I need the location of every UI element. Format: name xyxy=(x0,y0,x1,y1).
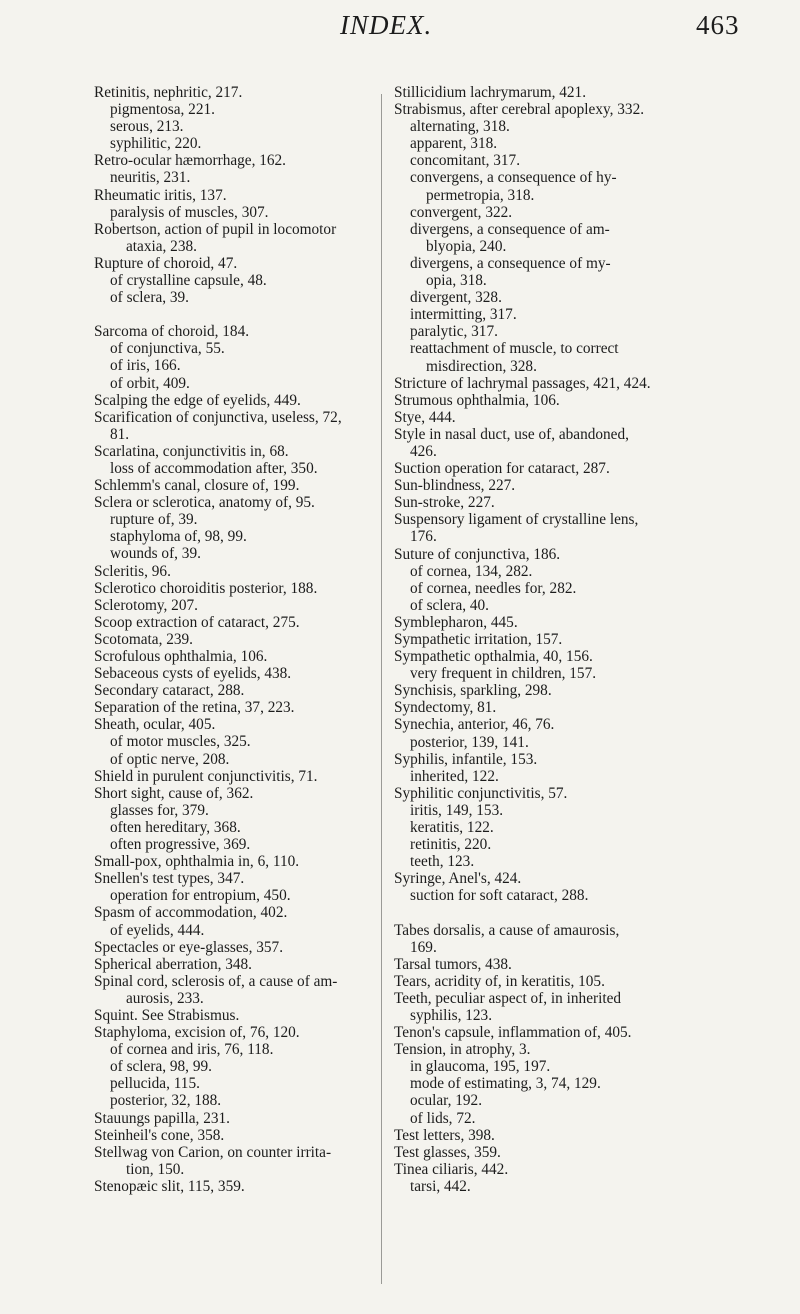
index-subentry: teeth, 123. xyxy=(410,853,475,871)
index-entry: Suture of conjunctiva, 186. xyxy=(394,545,561,563)
index-subentry: of cornea, 134, 282. xyxy=(410,562,533,580)
index-subentry: neuritis, 231. xyxy=(110,169,191,187)
index-entry: Synchisis, sparkling, 298. xyxy=(394,682,552,700)
index-entry: Sarcoma of choroid, 184. xyxy=(94,323,250,341)
index-subentry: opia, 318. xyxy=(426,272,487,290)
index-subentry: tarsi, 442. xyxy=(410,1177,471,1195)
index-subentry: misdirection, 328. xyxy=(426,357,537,375)
index-entry: Syphilitic conjunctivitis, 57. xyxy=(394,784,568,802)
index-entry: Scotomata, 239. xyxy=(94,630,193,648)
section-gap xyxy=(394,905,700,922)
index-subentry: of cornea, needles for, 282. xyxy=(410,579,577,597)
index-entry: Stricture of lachrymal passages, 421, 424. xyxy=(394,374,651,392)
index-subentry: posterior, 32, 188. xyxy=(110,1092,222,1110)
index-subentry: blyopia, 240. xyxy=(426,237,507,255)
index-subentry: retinitis, 220. xyxy=(410,836,492,854)
index-entry: Scalping the edge of eyelids, 449. xyxy=(94,391,301,409)
index-subentry: wounds of, 39. xyxy=(110,545,201,563)
index-subentry: ataxia, 238. xyxy=(126,237,197,255)
index-entry: Scrofulous ophthalmia, 106. xyxy=(94,648,268,665)
index-subentry: syphilis, 123. xyxy=(410,1006,493,1024)
index-subentry: mode of estimating, 3, 74, 129. xyxy=(410,1075,601,1093)
index-entry: Secondary cataract, 288. xyxy=(94,682,245,700)
index-subentry: 81. xyxy=(110,425,130,443)
index-entry: Retinitis, nephritic, 217. xyxy=(94,84,243,101)
index-subentry: often hereditary, 368. xyxy=(110,818,241,836)
index-subentry: paralysis of muscles, 307. xyxy=(110,203,269,221)
index-entry: Stenopæic slit, 115, 359. xyxy=(94,1177,245,1195)
index-entry: Schlemm's canal, closure of, 199. xyxy=(94,477,300,495)
index-entry: Teeth, peculiar aspect of, in inherited xyxy=(394,989,622,1007)
index-subentry: of iris, 166. xyxy=(110,357,181,375)
index-entry: Sun-blindness, 227. xyxy=(394,477,516,495)
index-subentry: often progressive, 369. xyxy=(110,836,251,854)
index-entry: Spasm of accommodation, 402. xyxy=(94,904,288,922)
index-entry: Separation of the retina, 37, 223. xyxy=(94,699,295,717)
index-subentry: 426. xyxy=(410,442,437,460)
index-entry: Sheath, ocular, 405. xyxy=(94,716,216,734)
index-subentry: pellucida, 115. xyxy=(110,1075,200,1093)
index-subentry: tion, 150. xyxy=(126,1160,185,1178)
section-gap xyxy=(94,306,394,323)
index-subentry: keratitis, 122. xyxy=(410,819,494,837)
index-subentry: of conjunctiva, 55. xyxy=(110,340,225,358)
index-entry: Staphyloma, excision of, 76, 120. xyxy=(94,1024,300,1042)
index-subentry: intermitting, 317. xyxy=(410,306,517,324)
index-subentry: reattachment of muscle, to correct xyxy=(410,340,619,358)
index-entry: Squint. See Strabismus. xyxy=(94,1006,240,1024)
index-subentry: posterior, 139, 141. xyxy=(410,733,529,751)
index-subentry: pigmentosa, 221. xyxy=(110,101,215,119)
index-subentry: convergens, a consequence of hy- xyxy=(410,169,617,187)
index-subentry: 176. xyxy=(410,528,437,546)
index-entry: Scarlatina, conjunctivitis in, 68. xyxy=(94,442,289,460)
index-subentry: of optic nerve, 208. xyxy=(110,750,230,768)
index-entry: Suspensory ligament of crystalline lens, xyxy=(394,511,639,529)
index-entry: Steinheil's cone, 358. xyxy=(94,1126,225,1144)
index-entry: Sclera or sclerotica, anatomy of, 95. xyxy=(94,494,315,512)
index-entry: Rupture of choroid, 47. xyxy=(94,254,238,272)
index-subentry: of sclera, 39. xyxy=(110,289,190,307)
index-subentry: syphilitic, 220. xyxy=(110,135,202,153)
index-entry: Stellwag von Carion, on counter irrita- xyxy=(94,1143,332,1161)
index-subentry: aurosis, 233. xyxy=(126,989,204,1007)
index-subentry: inherited, 122. xyxy=(410,767,499,785)
index-subentry: iritis, 149, 153. xyxy=(410,801,504,819)
index-entry: Syphilis, infantile, 153. xyxy=(394,750,538,768)
index-subentry: in glaucoma, 195, 197. xyxy=(410,1058,551,1076)
index-entry: Sympathetic irritation, 157. xyxy=(394,631,563,648)
index-entry: Tension, in atrophy, 3. xyxy=(394,1041,531,1059)
index-entry: Suction operation for cataract, 287. xyxy=(394,460,610,478)
index-entry: Spinal cord, sclerosis of, a cause of am- xyxy=(94,972,338,990)
index-subentry: 169. xyxy=(410,938,437,956)
index-entry: Sun-stroke, 227. xyxy=(394,494,495,512)
index-entry: Tabes dorsalis, a cause of amaurosis, xyxy=(394,921,620,939)
index-entry: Stauungs papilla, 231. xyxy=(94,1109,230,1127)
index-entry: Tarsal tumors, 438. xyxy=(394,955,512,973)
index-entry: Strabismus, after cerebral apoplexy, 332. xyxy=(394,101,645,119)
index-column-right xyxy=(394,84,700,1195)
index-subentry: loss of accommodation after, 350. xyxy=(110,459,318,477)
index-entry: Tinea ciliaris, 442. xyxy=(394,1160,509,1178)
page-header xyxy=(0,10,800,60)
index-subentry: alternating, 318. xyxy=(410,118,510,136)
index-entry: Tears, acridity of, in keratitis, 105. xyxy=(394,972,605,990)
index-entry: Short sight, cause of, 362. xyxy=(94,784,254,802)
index-subentry: glasses for, 379. xyxy=(110,801,209,819)
index-subentry: serous, 213. xyxy=(110,118,184,136)
index-entry: Test letters, 398. xyxy=(394,1126,495,1144)
index-entry: Stye, 444. xyxy=(394,408,456,426)
index-subentry: staphyloma of, 98, 99. xyxy=(110,528,247,546)
index-subentry: apparent, 318. xyxy=(410,135,498,153)
index-entry: Spherical aberration, 348. xyxy=(94,955,253,973)
index-subentry: permetropia, 318. xyxy=(426,186,535,204)
index-entry: Spectacles or eye-glasses, 357. xyxy=(94,938,284,956)
index-subentry: of sclera, 98, 99. xyxy=(110,1058,212,1076)
index-subentry: of orbit, 409. xyxy=(110,374,190,392)
index-subentry: of eyelids, 444. xyxy=(110,921,205,939)
index-subentry: operation for entropium, 450. xyxy=(110,887,291,905)
index-entry: Small-pox, ophthalmia in, 6, 110. xyxy=(94,853,300,871)
index-subentry: of cornea and iris, 76, 118. xyxy=(110,1041,274,1059)
index-entry: Rheumatic iritis, 137. xyxy=(94,186,227,204)
index-subentry: divergent, 328. xyxy=(410,289,502,307)
index-subentry: rupture of, 39. xyxy=(110,511,198,529)
index-entry: Syringe, Anel's, 424. xyxy=(394,870,522,888)
index-entry: Strumous ophthalmia, 106. xyxy=(394,391,560,409)
index-entry: Syndectomy, 81. xyxy=(394,699,497,717)
index-entry: Retro-ocular hæmorrhage, 162. xyxy=(94,152,287,170)
index-subentry: divergens, a consequence of am- xyxy=(410,220,610,238)
index-subentry: of crystalline capsule, 48. xyxy=(110,272,267,290)
index-subentry: ocular, 192. xyxy=(410,1092,483,1110)
index-subentry: divergens, a consequence of my- xyxy=(410,254,611,272)
index-column-left xyxy=(94,84,394,1195)
index-subentry: of lids, 72. xyxy=(410,1109,476,1127)
index-subentry: suction for soft cataract, 288. xyxy=(410,887,589,905)
index-entry: Sympathetic opthalmia, 40, 156. xyxy=(394,648,593,666)
index-entry: Scleritis, 96. xyxy=(94,562,171,580)
index-entry: Sclerotico choroiditis posterior, 188. xyxy=(94,579,318,597)
index-entry: Sebaceous cysts of eyelids, 438. xyxy=(94,665,292,683)
index-subentry: convergent, 322. xyxy=(410,203,513,221)
index-entry: Shield in purulent conjunctivitis, 71. xyxy=(94,767,318,785)
index-subentry: of motor muscles, 325. xyxy=(110,733,251,751)
index-entry: Symblepharon, 445. xyxy=(394,613,518,631)
index-entry: Robertson, action of pupil in locomotor xyxy=(94,220,337,238)
page-number: 463 xyxy=(696,10,740,40)
index-entry: Style in nasal duct, use of, abandoned, xyxy=(394,425,629,443)
index-entry: Scarification of conjunctiva, useless, 72, xyxy=(94,408,342,426)
index-entry: Snellen's test types, 347. xyxy=(94,870,245,888)
index-entry: Sclerotomy, 207. xyxy=(94,596,198,614)
index-entry: Stillicidium lachrymarum, 421. xyxy=(394,84,587,101)
index-subentry: very frequent in children, 157. xyxy=(410,665,597,683)
index-entry: Test glasses, 359. xyxy=(394,1143,501,1161)
running-title: INDEX. xyxy=(340,10,433,40)
index-entry: Synechia, anterior, 46, 76. xyxy=(394,716,555,734)
index-subentry: paralytic, 317. xyxy=(410,323,498,341)
index-subentry: concomitant, 317. xyxy=(410,152,521,170)
index-entry: Scoop extraction of cataract, 275. xyxy=(94,613,300,631)
index-subentry: of sclera, 40. xyxy=(410,596,490,614)
index-entry: Tenon's capsule, inflammation of, 405. xyxy=(394,1024,632,1042)
